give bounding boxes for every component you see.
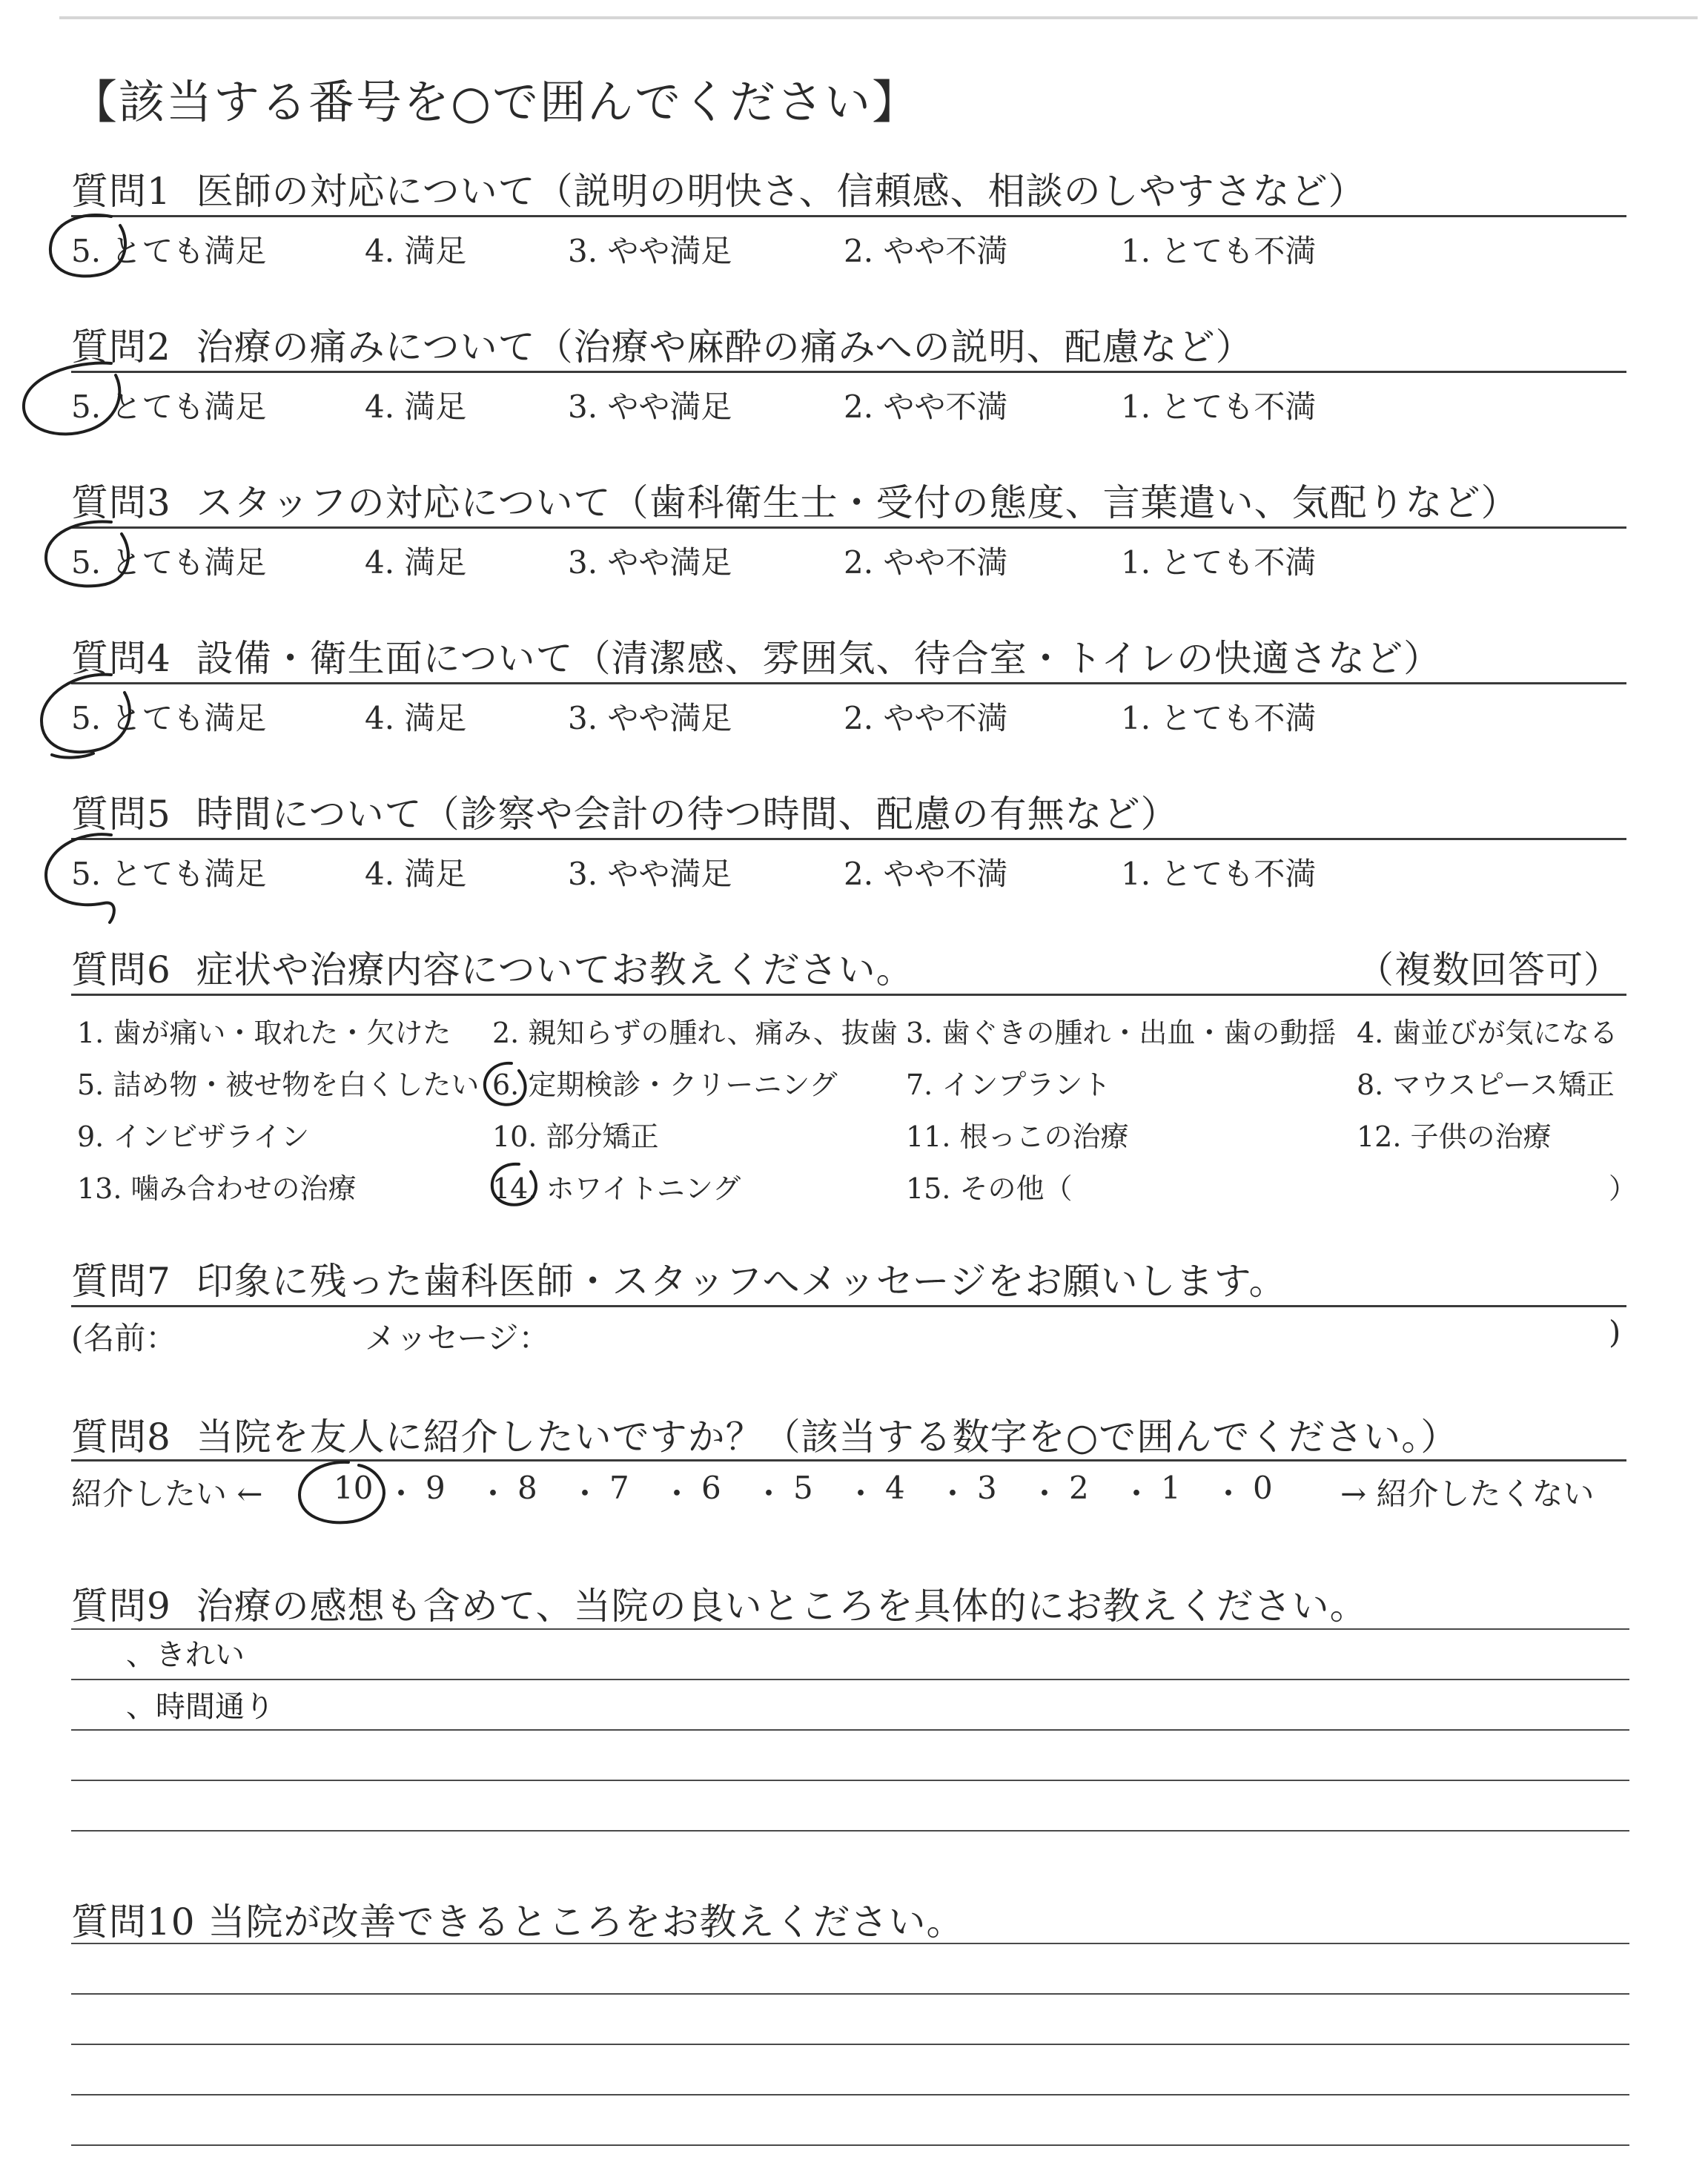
question-4 [71,629,1441,682]
question-9 [71,1576,1368,1630]
question-7 [71,1252,1287,1305]
answer-line [71,1943,1629,1944]
question-label: 質問10 [71,1900,196,1943]
scale-value-10[interactable]: 10 [334,1470,374,1506]
q6-option-1[interactable]: 1. 歯が痛い・取れた・欠けた [77,1017,451,1049]
q6-option-3[interactable]: 3. 歯ぐきの腫れ・出血・歯の動揺 [906,1017,1337,1049]
q6-option-14[interactable]: 14. ホワイトニング [492,1172,741,1205]
q6-option-10[interactable]: 10. 部分矯正 [492,1120,659,1153]
question-text: 印象に残った歯科医師・スタッフへメッセージをお願いします。 [196,1260,1287,1303]
answer-line [71,1830,1629,1832]
q2-option-3[interactable]: 3. やや満足 [568,389,732,425]
q3-option-4[interactable]: 4. 満足 [365,544,467,581]
scale-separator: ・ [1121,1476,1153,1512]
question-label: 質問2 [71,326,171,369]
scale-separator: ・ [569,1476,601,1512]
question-2 [71,317,1254,371]
question-label: 質問4 [71,637,171,680]
question-text: 症状や治療内容についてお教えください。 [196,948,914,991]
q5-option-3[interactable]: 3. やや満足 [568,856,732,892]
scan-edge-line [59,16,1698,19]
question-8 [71,1407,1458,1461]
message-close-paren: ) [1609,1314,1621,1350]
q6-option-5[interactable]: 5. 詰め物・被せ物を白くしたい [77,1069,480,1101]
answer-line [71,1993,1629,1995]
scale-value-5[interactable]: 5 [793,1470,813,1506]
q6-option-6[interactable]: 6. 定期検診・クリーニング [492,1069,838,1101]
q6-option-2[interactable]: 2. 親知らずの腫れ、痛み、抜歯 [492,1017,898,1049]
q5-option-1[interactable]: 1. とても不満 [1121,856,1317,892]
scale-value-7[interactable]: 7 [609,1470,629,1506]
question-1 [71,162,1366,215]
answer-line [71,1679,1629,1680]
message-field-label[interactable]: メッセージ： [365,1320,550,1356]
multiple-answer-note: （複数回答可） [1357,948,1621,991]
scale-separator: ・ [937,1476,969,1512]
q6-option-11[interactable]: 11. 根っこの治療 [906,1120,1129,1153]
q6-option-4[interactable]: 4. 歯並びが気になる [1357,1017,1618,1049]
question-label: 質問3 [71,481,171,524]
scale-value-0[interactable]: 0 [1253,1470,1273,1506]
recommend-left-label: 紹介したい ← [71,1476,263,1512]
q4-option-4[interactable]: 4. 満足 [365,700,467,736]
recommend-right-label: → 紹介したくない [1340,1476,1595,1512]
divider [71,994,1626,996]
q6-option-12[interactable]: 12. 子供の治療 [1357,1120,1552,1153]
question-text: スタッフの対応について（歯科衛生士・受付の態度、言葉遣い、気配りなど） [196,481,1519,524]
q5-option-5[interactable]: 5. とても満足 [71,856,267,892]
answer-line [71,2094,1629,2095]
q1-option-5[interactable]: 5. とても満足 [71,233,267,269]
q3-option-1[interactable]: 1. とても不満 [1121,544,1317,581]
q6-option-9[interactable]: 9. インビザライン [77,1120,310,1153]
q5-option-4[interactable]: 4. 満足 [365,856,467,892]
question-text: 医師の対応について（説明の明快さ、信頼感、相談のしやすさなど） [196,170,1366,213]
answer-line [71,1729,1629,1731]
answer-line [71,1628,1629,1630]
divider [71,682,1626,684]
question-label: 質問7 [71,1260,171,1303]
q4-option-2[interactable]: 2. やや不満 [844,700,1008,736]
q6-option-7[interactable]: 7. インプラント [906,1069,1111,1101]
q2-option-2[interactable]: 2. やや不満 [844,389,1008,425]
scale-separator: ・ [385,1476,417,1512]
scale-separator: ・ [1213,1476,1245,1512]
q4-option-5[interactable]: 5. とても満足 [71,700,267,736]
question-text: 治療の感想も含めて、当院の良いところを具体的にお教えください。 [196,1585,1368,1628]
divider [71,1305,1626,1307]
scale-value-1[interactable]: 1 [1161,1470,1181,1506]
q5-option-2[interactable]: 2. やや不満 [844,856,1008,892]
scale-value-9[interactable]: 9 [426,1470,446,1506]
question-3 [71,473,1519,526]
question-text: 当院を友人に紹介したいですか？（該当する数字を○で囲んでください。） [196,1416,1459,1459]
scale-value-6[interactable]: 6 [701,1470,721,1506]
q3-option-5[interactable]: 5. とても満足 [71,544,267,581]
question-label: 質問9 [71,1585,171,1628]
scale-value-3[interactable]: 3 [977,1470,997,1506]
q1-option-3[interactable]: 3. やや満足 [568,233,732,269]
divider [71,371,1626,373]
divider [71,1459,1626,1462]
page-title: 【該当する番号を○で囲んでください】 [71,75,920,129]
scale-separator: ・ [1029,1476,1061,1512]
q4-option-3[interactable]: 3. やや満足 [568,700,732,736]
q1-option-2[interactable]: 2. やや不満 [844,233,1008,269]
question-label: 質問1 [71,170,171,213]
q2-option-4[interactable]: 4. 満足 [365,389,467,425]
question-10 [71,1892,964,1946]
q6-other-close-paren: ） [1609,1172,1638,1205]
q1-option-1[interactable]: 1. とても不満 [1121,233,1317,269]
question-label: 質問5 [71,793,171,836]
answer-line [71,1780,1629,1781]
question-text: 治療の痛みについて（治療や麻酔の痛みへの説明、配慮など） [196,326,1254,369]
q1-option-4[interactable]: 4. 満足 [365,233,467,269]
scale-separator: ・ [477,1476,509,1512]
scale-separator: ・ [753,1476,785,1512]
q3-option-2[interactable]: 2. やや不満 [844,544,1008,581]
scale-value-4[interactable]: 4 [885,1470,905,1506]
q2-option-5[interactable]: 5. とても満足 [71,389,267,425]
divider [71,215,1626,217]
q6-option-13[interactable]: 13. 噛み合わせの治療 [77,1172,357,1205]
q6-option-8[interactable]: 8. マウスピース矯正 [1357,1069,1615,1101]
question-text: 当院が改善できるところをお教えください。 [208,1900,964,1943]
scale-separator: ・ [845,1476,877,1512]
scale-separator: ・ [661,1476,693,1512]
divider [71,526,1626,529]
scale-value-2[interactable]: 2 [1069,1470,1089,1506]
handwritten-answer-1: 、きれい [126,1638,245,1672]
question-5 [71,785,1179,838]
q3-option-3[interactable]: 3. やや満足 [568,544,732,581]
handwritten-answer-2: 、時間通り [126,1690,274,1724]
answer-line [71,2144,1629,2146]
divider [71,838,1626,840]
q6-option-15[interactable]: 15. その他（ [906,1172,1073,1205]
question-6 [71,940,914,994]
q2-option-1[interactable]: 1. とても不満 [1121,389,1317,425]
answer-line [71,2044,1629,2045]
question-label: 質問8 [71,1416,171,1459]
name-field-label[interactable]: (名前： [71,1320,177,1356]
q4-option-1[interactable]: 1. とても不満 [1121,700,1317,736]
question-text: 時間について（診察や会計の待つ時間、配慮の有無など） [196,793,1179,836]
question-text: 設備・衛生面について（清潔感、雰囲気、待合室・トイレの快適さなど） [196,637,1442,680]
scale-value-8[interactable]: 8 [517,1470,537,1506]
question-label: 質問6 [71,948,171,991]
